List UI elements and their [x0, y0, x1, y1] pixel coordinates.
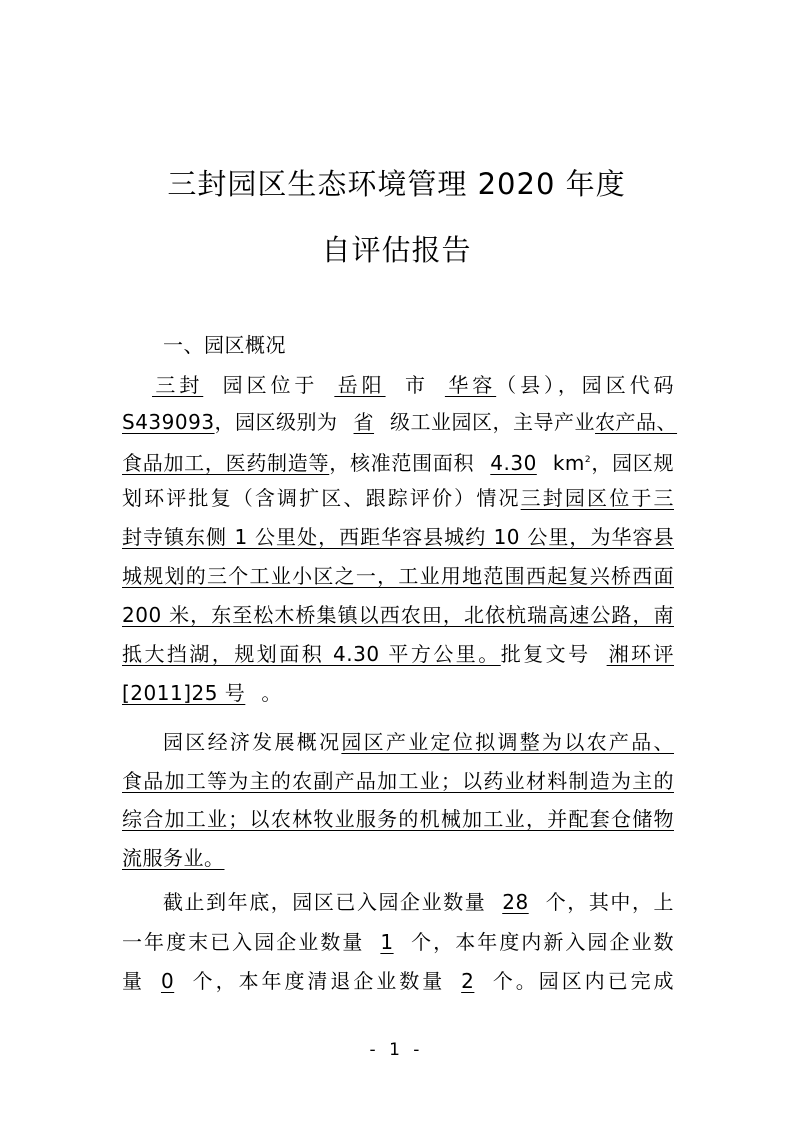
- para3-line-2: 一年度末已入园企业数量 1 个，本年度内新入园企业数: [122, 930, 675, 954]
- park-name: 三封: [152, 373, 204, 397]
- para1-line-8: 抵大挡湖，规划面积 4.30 平方公里。批复文号 湘环评: [122, 642, 675, 666]
- para1-line-1: 三封 园区位于 岳阳 市 华容（县），园区代码: [152, 373, 675, 397]
- previous-enterprise-count: 1: [380, 930, 394, 954]
- economy-label: 园区经济发展概况: [163, 730, 342, 754]
- city-name: 岳阳: [334, 373, 386, 397]
- approved-area: 4.30: [490, 451, 537, 475]
- para2-line-2: 食品加工等为主的农副产品加工业；以药业材料制造为主的: [122, 769, 674, 793]
- county-name: 华容: [444, 373, 497, 397]
- page-number: - 1 -: [369, 1040, 424, 1060]
- para1-line-5: 封寺镇东侧 1 公里处，西距华容县城约 10 公里，为华容县: [122, 525, 674, 549]
- removed-enterprise-count: 2: [461, 969, 475, 993]
- main-industry-cont: 食品加工，医药制造等: [122, 451, 330, 475]
- section-heading: 一、园区概况: [163, 333, 286, 357]
- approval-number-cont: [2011]25 号: [122, 681, 246, 705]
- park-level: 省: [353, 410, 375, 434]
- para1-line-6: 城规划的三个工业小区之一，工业用地范围西起复兴桥西面: [122, 564, 674, 588]
- approval-number: 湘环评: [606, 642, 675, 666]
- para3-line-1: 截止到年底，园区已入园企业数量 28 个，其中，上: [163, 890, 675, 914]
- eia-description: 三封园区位于三: [520, 486, 674, 510]
- para1-line-7: 200 米，东至松木桥集镇以西农田，北依杭瑞高速公路，南: [122, 603, 674, 627]
- para1-line-9: [2011]25 号 。: [122, 681, 282, 705]
- total-enterprise-count: 28: [502, 890, 529, 914]
- para2-line-4: 流服务业。: [122, 846, 225, 870]
- new-enterprise-count: 0: [160, 969, 175, 993]
- para1-line-3: 食品加工，医药制造等，核准范围面积 4.30 $km^2$，园区规: [122, 451, 675, 475]
- document-title-line-1: 三封园区生态环境管理 2020 年度: [167, 167, 626, 201]
- para2-line-3: 综合加工业；以农林牧业服务的机械加工业，并配套仓储物: [122, 807, 674, 831]
- park-code: S439093: [122, 410, 215, 434]
- economy-description: 园区产业定位拟调整为以农产品、: [341, 730, 675, 754]
- main-industry: 农产品、: [595, 410, 678, 434]
- document-title-line-2: 自评估报告: [321, 233, 472, 267]
- para1-line-2: S439093，园区级别为 省 级工业园区，主导产业农产品、: [122, 410, 678, 434]
- para2-line-1: [163, 729, 674, 755]
- para3-line-3: 量 0 个，本年度清退企业数量 2 个。园区内已完成: [122, 969, 675, 993]
- para1-line-4: 划环评批复（含调扩区、跟踪评价）情况三封园区位于三: [122, 486, 674, 510]
